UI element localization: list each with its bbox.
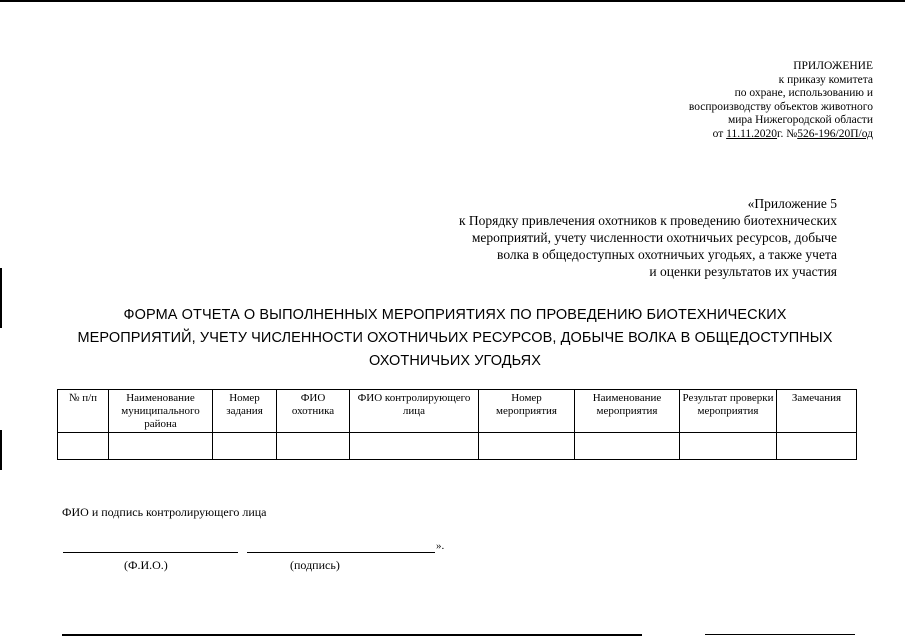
annex-line: и оценки результатов их участия [649, 264, 837, 279]
report-table [57, 389, 857, 460]
scan-edge-mark [0, 268, 2, 328]
form-title-line: МЕРОПРИЯТИЙ, УЧЕТУ ЧИСЛЕННОСТИ ОХОТНИЧЬИХ РЕСУРСОВ, ДОБЫЧЕ ВОЛКА В ОБЩЕДОСТУПНЫХ [77, 330, 833, 346]
table-cell[interactable] [58, 433, 109, 460]
form-title-line: ФОРМА ОТЧЕТА О ВЫПОЛНЕННЫХ МЕРОПРИЯТИЯХ ПО ПРОВЕДЕНИЮ БИОТЕХНИЧЕСКИХ [123, 307, 787, 323]
header-cell-task-number: Номер задания [213, 390, 277, 433]
approval-date: 11.11.2020 [726, 127, 778, 140]
annex-line: «Приложение 5 [747, 196, 837, 211]
header-cell-number: № п/п [58, 390, 109, 433]
annex-line: мероприятий, учету численности охотничьих ресурсов, добыче [471, 230, 837, 245]
header-cell-hunter-name: ФИО охотника [277, 390, 350, 433]
header-cell-event-name: Наименование мероприятия [575, 390, 680, 433]
table-row [58, 433, 857, 460]
approval-number: 526-196/20П/од [797, 127, 873, 140]
scan-edge-mark [0, 430, 2, 470]
fio-label: (Ф.И.О.) [124, 558, 168, 572]
table-cell[interactable] [350, 433, 479, 460]
header-cell-check-result: Результат проверки мероприятия [680, 390, 777, 433]
approval-line: воспроизводству объектов животного [688, 100, 873, 113]
header-cell-district: Наименование муниципального района [109, 390, 213, 433]
approval-line: мира Нижегородской области [727, 114, 873, 126]
table-header-row [58, 390, 857, 433]
approval-block [573, 60, 873, 141]
signature-label: (подпись) [290, 558, 340, 572]
approval-heading: ПРИЛОЖЕНИЕ [793, 60, 873, 72]
header-cell-controller-name: ФИО контролирующего лица [350, 390, 479, 433]
table-cell[interactable] [213, 433, 277, 460]
table-cell[interactable] [277, 433, 350, 460]
form-title [40, 304, 870, 373]
annex-line: к Порядку привлечения охотников к проведению биотехнических [458, 213, 837, 228]
top-border-line [0, 0, 905, 2]
approval-date-line [573, 128, 873, 142]
approval-date-suffix: г. № [777, 127, 798, 140]
closing-quote-mark: ». [436, 540, 445, 552]
table-cell[interactable] [109, 433, 213, 460]
form-title-line: ОХОТНИЧЬИХ УГОДЬЯХ [369, 353, 541, 369]
table-cell[interactable] [479, 433, 575, 460]
approval-line: к приказу комитета [778, 73, 873, 86]
signature-caption: ФИО и подпись контролирующего лица [62, 505, 267, 519]
table-cell[interactable] [575, 433, 680, 460]
signature-blank-line[interactable] [247, 552, 435, 553]
annex-line: волка в общедоступных охотничьих угодьях, а также учета [497, 247, 837, 262]
fio-blank-line[interactable] [63, 552, 238, 553]
approval-from: от [712, 127, 727, 140]
bottom-border-line [62, 634, 642, 636]
bottom-border-line [705, 634, 855, 635]
table-cell[interactable] [680, 433, 777, 460]
header-cell-remarks: Замечания [777, 390, 857, 433]
approval-line: по охране, использованию и [734, 87, 873, 99]
annex-block [367, 195, 837, 280]
header-cell-event-number: Номер мероприятия [479, 390, 575, 433]
table-cell[interactable] [777, 433, 857, 460]
